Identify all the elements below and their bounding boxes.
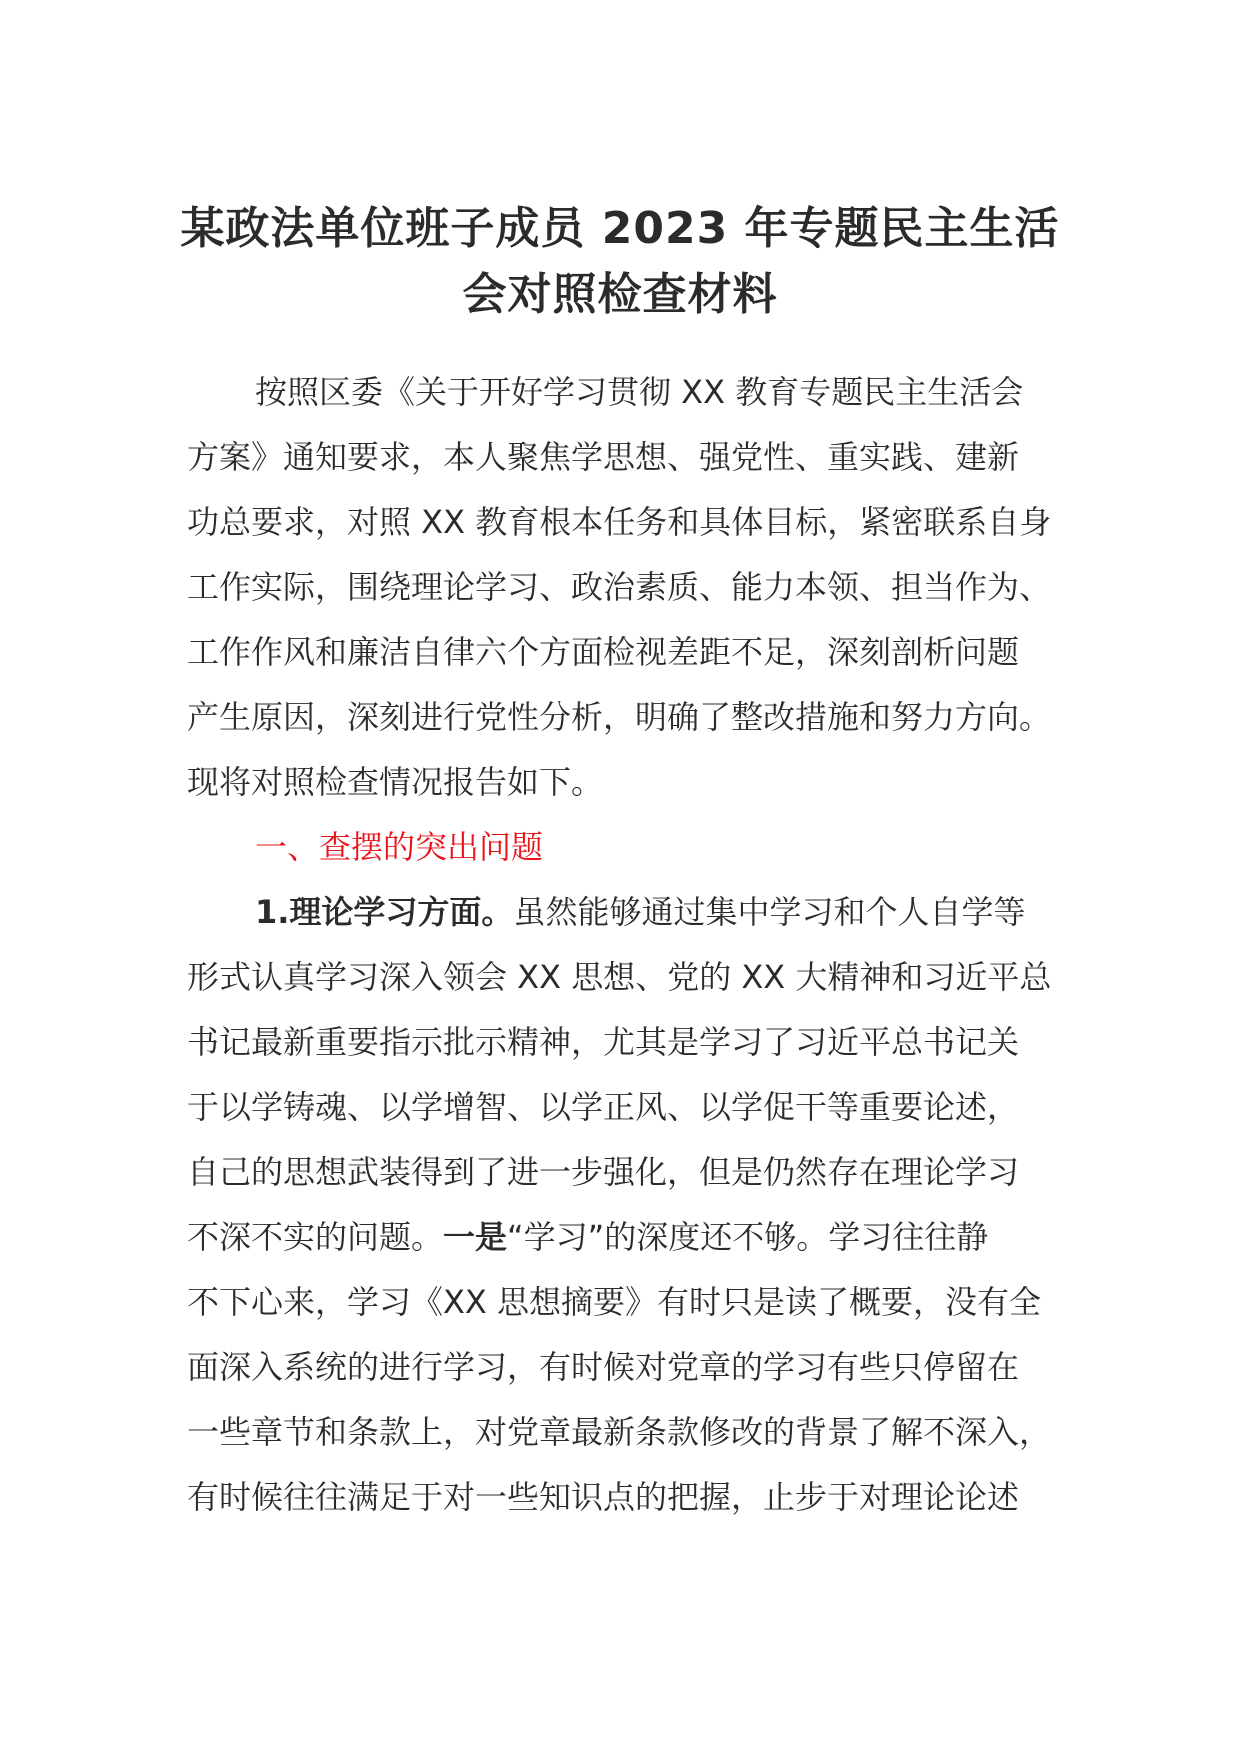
document-body — [187, 360, 1057, 1530]
intro-paragraph-line: 功总要求，对照 XX 教育根本任务和具体目标，紧密联系自身 — [187, 503, 1052, 541]
intro-paragraph-line: 方案》通知要求，本人聚焦学思想、强党性、重实践、建新 — [187, 438, 1020, 476]
section-heading: 一、查摆的突出问题 — [255, 828, 544, 866]
item1-line6-after: “学习”的深度还不够。学习往往静 — [507, 1218, 989, 1256]
intro-paragraph-line: 现将对照检查情况报告如下。 — [187, 763, 604, 801]
intro-paragraph-line: 工作作风和廉洁自律六个方面检视差距不足，深刻剖析问题 — [187, 633, 1020, 671]
item1-line: 于以学铸魂、以学增智、以学正风、以学促干等重要论述， — [187, 1088, 1020, 1126]
item1-line: 一些章节和条款上，对党章最新条款修改的背景了解不深入， — [187, 1413, 1052, 1451]
item1-line: 形式认真学习深入领会 XX 思想、党的 XX 大精神和习近平总 — [187, 958, 1052, 996]
item1-line: 书记最新重要指示批示精神，尤其是学习了习近平总书记关 — [187, 1023, 1020, 1061]
title-line-1: 某政法单位班子成员 2023 年专题民主生活 — [180, 203, 1060, 254]
title-line-2: 会对照检查材料 — [462, 269, 778, 320]
intro-paragraph-line: 工作实际，围绕理论学习、政治素质、能力本领、担当作为、 — [187, 568, 1052, 606]
intro-paragraph-line: 按照区委《关于开好学习贯彻 XX 教育专题民主生活会 — [255, 373, 1024, 411]
item1-line-6 — [187, 1205, 1057, 1270]
item1-line6-bold: 一是 — [443, 1218, 508, 1256]
item1-line: 不下心来，学习《XX 思想摘要》有时只是读了概要，没有全 — [187, 1283, 1042, 1321]
item1-first-line-text: 虽然能够通过集中学习和个人自学等 — [513, 893, 1026, 931]
item1-line: 面深入系统的进行学习，有时候对党章的学习有些只停留在 — [187, 1348, 1020, 1386]
item1-line: 自己的思想武装得到了进一步强化，但是仍然存在理论学习 — [187, 1153, 1020, 1191]
item1-line: 有时候往往满足于对一些知识点的把握，止步于对理论论述 — [187, 1478, 1020, 1516]
item1-first-line — [187, 880, 1057, 945]
item1-line6-before: 不深不实的问题。 — [187, 1218, 444, 1256]
document-title — [150, 196, 1090, 328]
item1-bold-lead: 1.理论学习方面。 — [255, 893, 514, 931]
intro-paragraph-line: 产生原因，深刻进行党性分析，明确了整改措施和努力方向。 — [187, 698, 1052, 736]
